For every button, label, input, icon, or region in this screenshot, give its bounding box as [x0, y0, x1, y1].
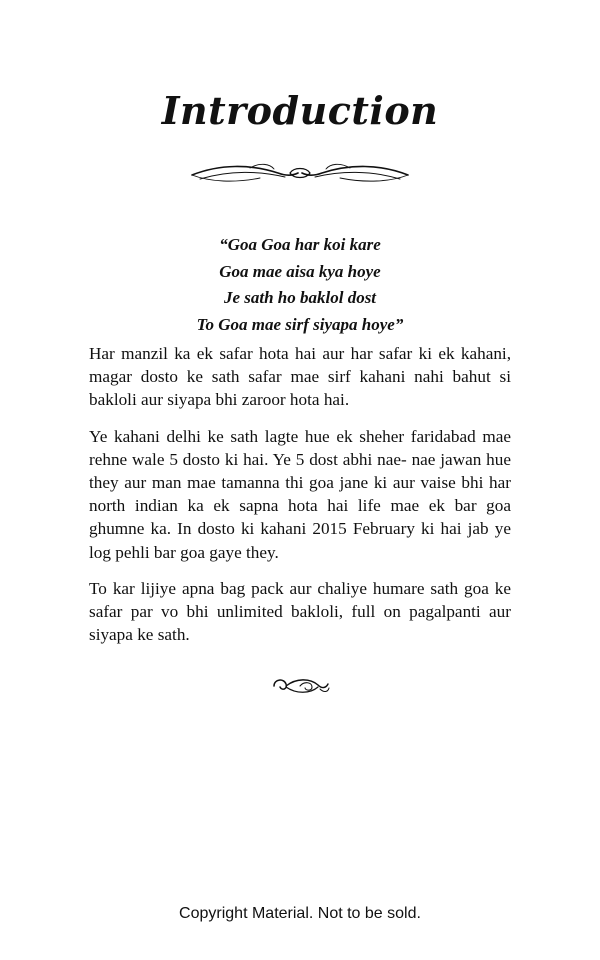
swirl-ornament-icon: [270, 674, 332, 698]
verse-line: “Goa Goa har koi kare: [219, 235, 381, 254]
paragraph: Ye kahani delhi ke sath lagte hue ek sheher faridabad mae rehne wale 5 dosto ki hai. Ye 5 dost abhi nae- nae jawan hue they aur man mae tamanna thi goa jane ki aur vaise bhi har north indian ka ek sapna hota hai life mae ek bar goa ghumne ka. In dosto ki kahani 2015 February ki hai jab ye log pehli bar goa gaye they.: [89, 426, 511, 562]
verse-line: To Goa mae sirf siyapa hoye”: [196, 314, 404, 334]
paragraph: To kar lijiye apna bag pack aur chaliye humare sath goa ke safar par vo bhi unlimited bakloli, full on pagalpanti aur siyapa ke sath.: [89, 578, 511, 645]
flourish-divider-icon: [190, 158, 410, 188]
page-title: Introduction: [161, 88, 439, 133]
copyright-footer: Copyright Material. Not to be sold.: [179, 905, 421, 922]
paragraph: Har manzil ka ek safar hota hai aur har safar ki ek kahani, magar dosto ke sath safar mae sirf kahani nahi bahut si bakloli aur siyapa bhi zaroor hota hai.: [89, 344, 511, 410]
verse-line: Goa mae aisa kya hoye: [219, 261, 381, 281]
body-text: [89, 342, 511, 659]
verse-block: [0, 232, 600, 338]
verse-line: Je sath ho baklol dost: [223, 288, 377, 307]
